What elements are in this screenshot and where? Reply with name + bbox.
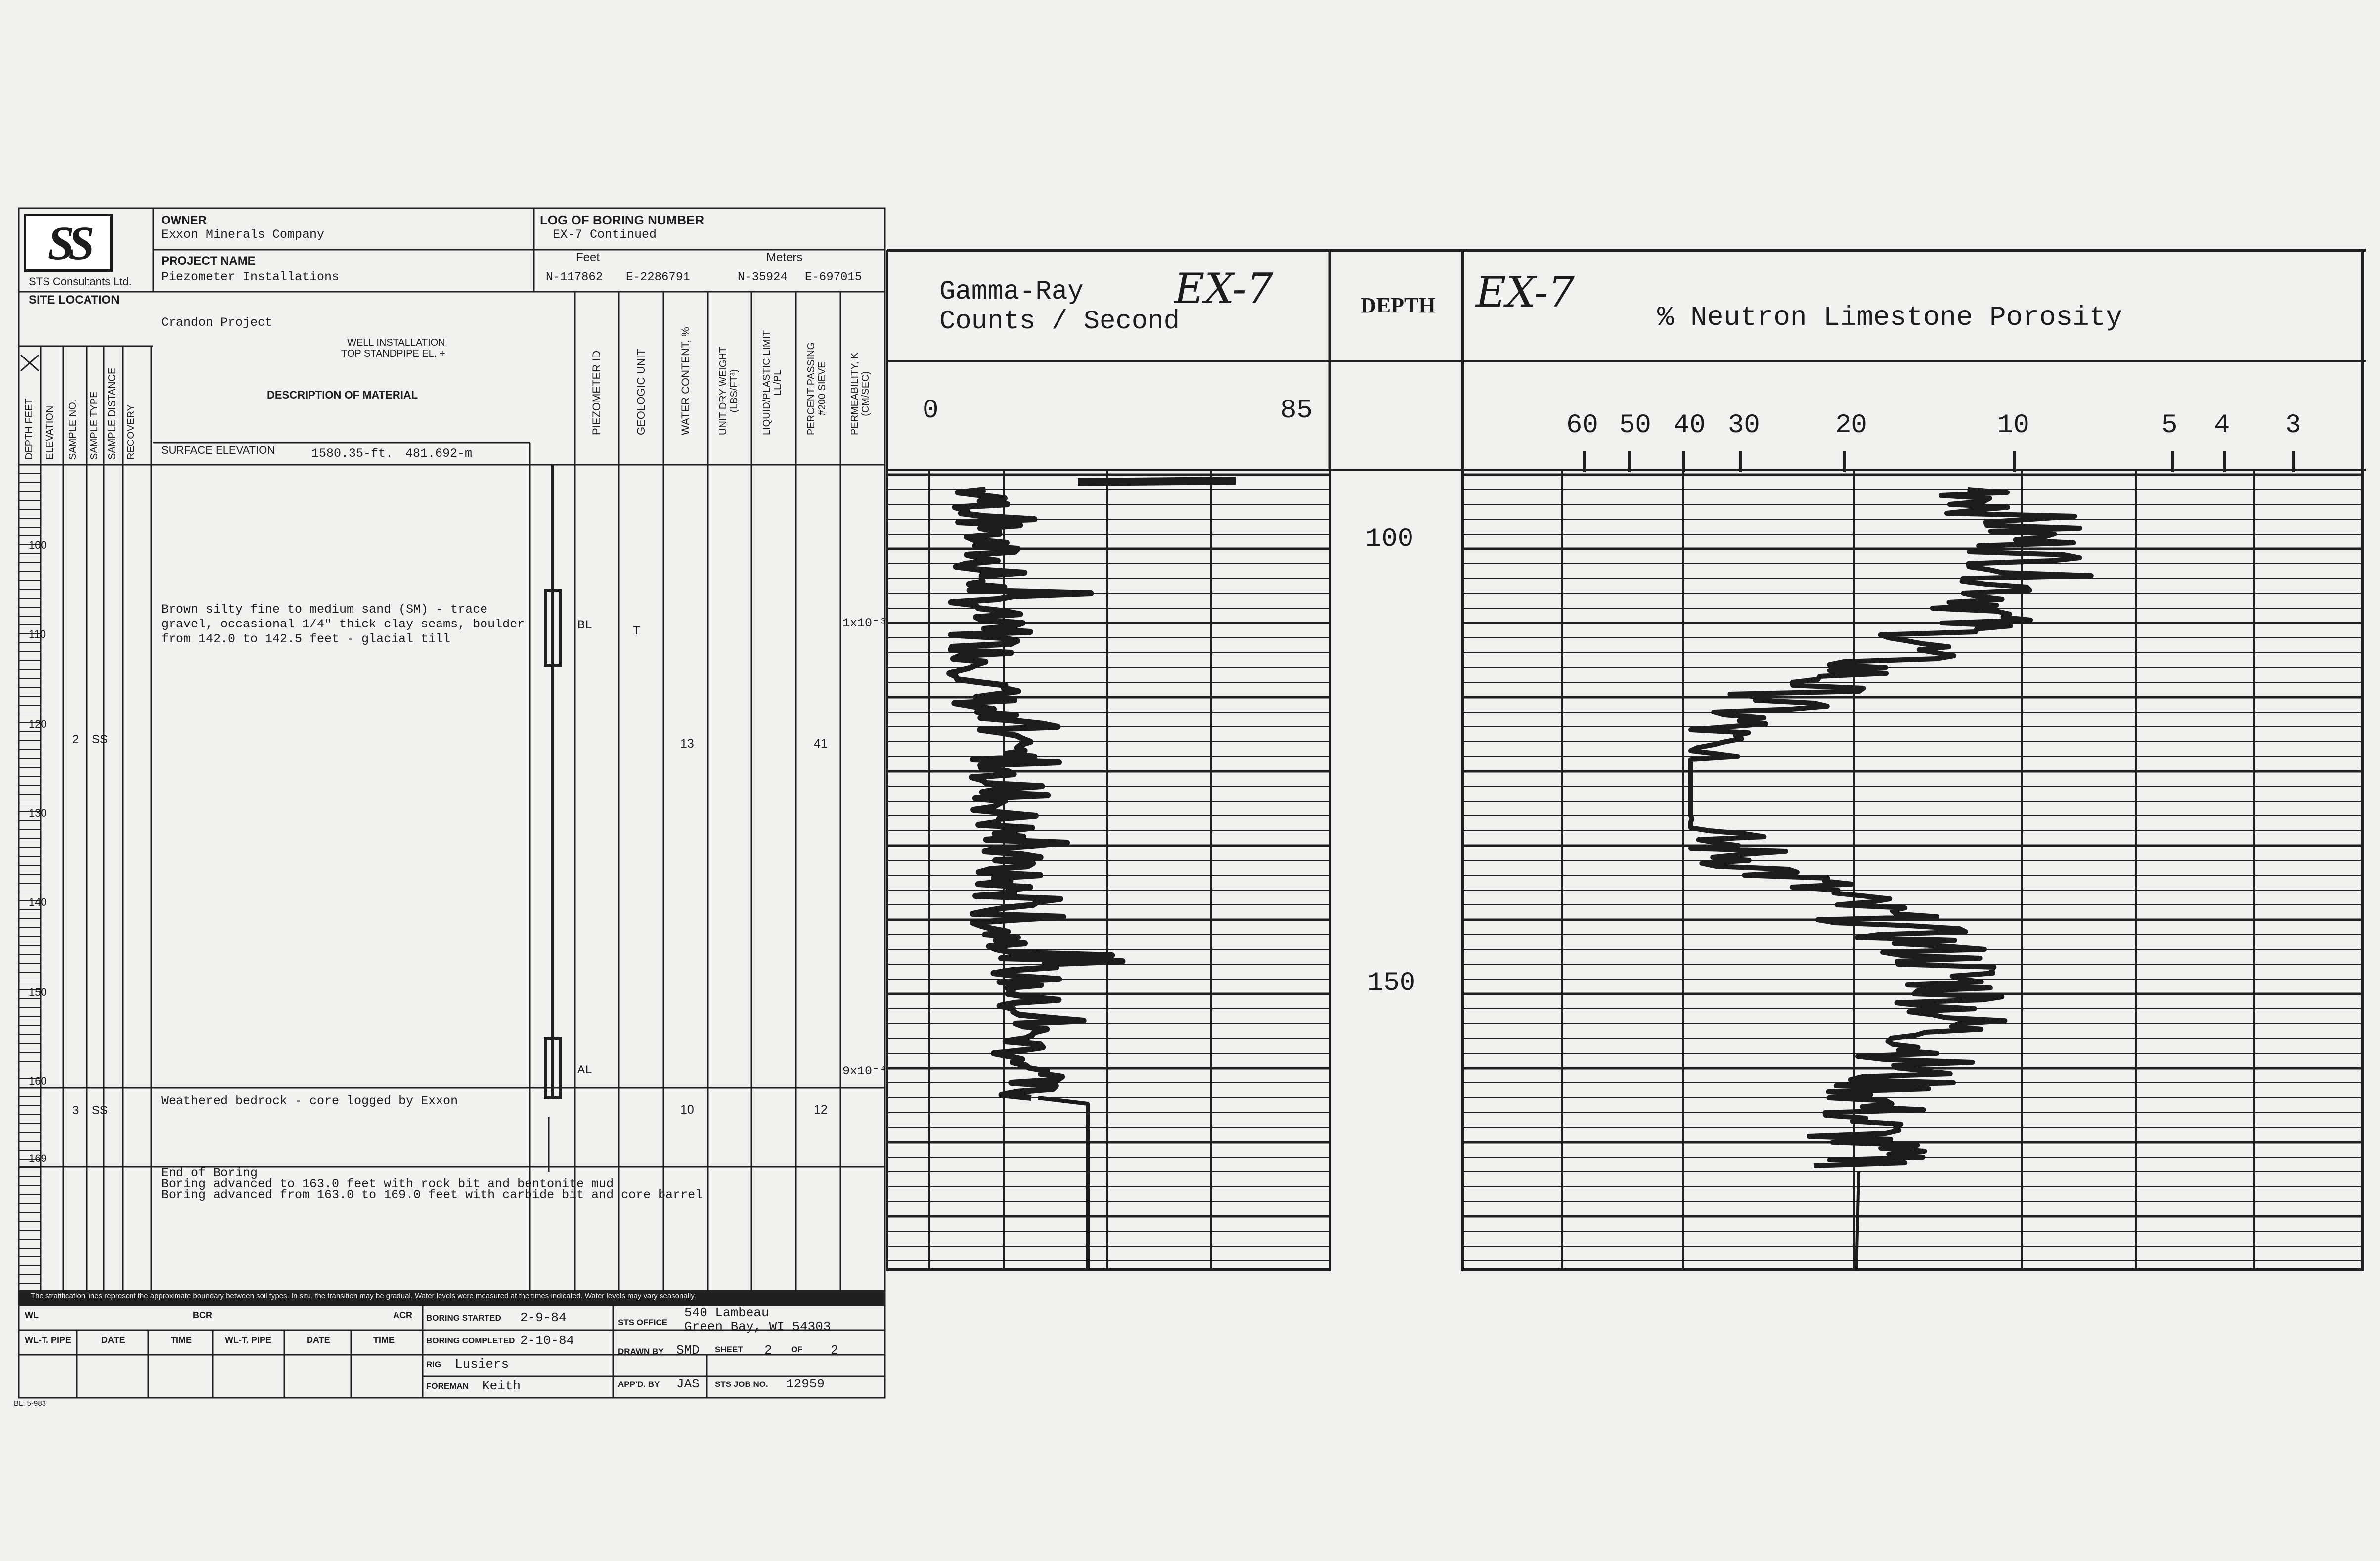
sample-3-number: 3 — [72, 1104, 79, 1117]
neutron-scale-5: 5 — [2161, 410, 2178, 441]
geologic-unit-t: T — [633, 624, 641, 638]
neutron-scale-10: 10 — [1997, 410, 2029, 441]
north-meters: N-35924 — [738, 271, 788, 284]
depth-label-160: 160 — [29, 1075, 47, 1087]
depth-label-130: 130 — [29, 807, 47, 819]
piezometer-al: AL — [577, 1063, 593, 1077]
description-end-of-boring: End of Boring Boring advanced to 163.0 feet with rock bit and bentonite mud Boring advanced from 163.0 to 169.0 feet with carbide bit and core barrel — [161, 1166, 703, 1202]
col-sample-distance: SAMPLE DISTANCE — [107, 367, 118, 460]
boring-started-value: 2-9-84 — [520, 1310, 567, 1325]
piezometer-bl: BL — [577, 618, 593, 632]
appd-by-value: JAS — [676, 1377, 700, 1391]
col-geologic-unit: GEOLOGIC UNIT — [635, 349, 647, 435]
sample-2-number: 2 — [72, 733, 79, 746]
col-permeability: PERMEABILITY, K (CM/SEC) — [849, 352, 871, 435]
wl-pipe-label-2: WL-T. PIPE — [225, 1335, 271, 1345]
gamma-title-1: Gamma-Ray — [939, 277, 1084, 307]
job-no-value: 12959 — [786, 1377, 825, 1391]
sample-2-percent-passing: 41 — [814, 737, 828, 751]
neutron-porosity-curve-line — [1691, 490, 2091, 1166]
neutron-scale-60: 60 — [1566, 410, 1598, 441]
neutron-title: % Neutron Limestone Porosity — [1657, 302, 2122, 333]
sts-office-label: STS OFFICE — [618, 1318, 668, 1327]
col-elevation: ELEVATION — [44, 405, 55, 460]
foreman-value: Keith — [482, 1379, 521, 1393]
east-meters: E-697015 — [805, 271, 862, 284]
col-sample-no: SAMPLE NO. — [67, 399, 78, 460]
sheet-of-label: OF — [791, 1345, 803, 1354]
neutron-scale-3: 3 — [2285, 410, 2301, 441]
depth-track-title: DEPTH — [1361, 293, 1436, 317]
site-location-value: Crandon Project — [161, 315, 273, 330]
north-feet: N-117862 — [546, 271, 603, 284]
depth-mark-150: 150 — [1367, 968, 1416, 998]
foreman-label: FOREMAN — [426, 1382, 469, 1391]
acr-label: ACR — [393, 1310, 412, 1320]
wl-pipe-label-1: WL-T. PIPE — [25, 1335, 71, 1345]
sts-logo-mark: SS — [47, 216, 89, 269]
form-number: BL: 5-983 — [14, 1399, 46, 1408]
gamma-scale-max: 85 — [1280, 396, 1313, 426]
col-liquid-plastic-limit: LIQUID/PLASTIC LIMIT LL/PL — [761, 330, 783, 435]
col-percent-passing: PERCENT PASSING #200 SIEVE — [806, 342, 828, 435]
owner-label: OWNER — [161, 214, 207, 227]
gamma-ray-curve-tail — [1038, 1098, 1088, 1271]
sample-3-type: SS — [92, 1104, 108, 1117]
company-name: STS Consultants Ltd. — [29, 275, 132, 288]
owner-value: Exxon Minerals Company — [161, 227, 325, 242]
gamma-grid — [887, 470, 1330, 1271]
sample-3-water-content: 10 — [680, 1103, 694, 1116]
sheet-label: SHEET — [715, 1345, 743, 1354]
col-sample-type: SAMPLE TYPE — [89, 391, 100, 460]
neutron-scale-20: 20 — [1835, 410, 1867, 441]
col-depth-feet: DEPTH FEET — [24, 398, 35, 460]
surface-elevation-label: SURFACE ELEVATION — [161, 444, 275, 456]
sample-3-percent-passing: 12 — [814, 1103, 828, 1116]
time-label-1: TIME — [171, 1335, 192, 1345]
neutron-scale-40: 40 — [1674, 410, 1706, 441]
neutron-scale-50: 50 — [1619, 410, 1651, 441]
depth-mark-100: 100 — [1366, 524, 1414, 554]
surface-elevation-feet: 1580.35-ft. — [311, 446, 394, 461]
appd-by-label: APP'D. BY — [618, 1380, 660, 1389]
sample-2-type: SS — [92, 733, 108, 746]
col-recovery: RECOVERY — [126, 404, 136, 460]
depth-label-169: 169 — [29, 1152, 47, 1164]
drawn-by-value: SMD — [676, 1343, 700, 1358]
depth-label-110: 110 — [29, 628, 46, 640]
log-number-value: EX-7 Continued — [553, 227, 657, 242]
sample-2-water-content: 13 — [680, 737, 694, 751]
depth-label-120: 120 — [29, 718, 47, 730]
neutron-porosity-curve — [1691, 490, 2091, 1271]
meters-label: Meters — [766, 251, 803, 264]
gamma-title-2: Counts / Second — [939, 307, 1180, 337]
project-value: Piezometer Installations — [161, 270, 340, 284]
gamma-handwritten-well: EX-7 — [1174, 265, 1273, 313]
boring-completed-label: BORING COMPLETED — [426, 1336, 515, 1345]
boring-started-label: BORING STARTED — [426, 1313, 501, 1323]
depth-label-100: 100 — [29, 539, 47, 551]
neutron-scale-4: 4 — [2214, 410, 2230, 441]
col-water-content: WATER CONTENT, % — [679, 327, 692, 435]
bcr-label: BCR — [193, 1310, 212, 1320]
surface-elevation-meters: 481.692-m — [405, 446, 473, 461]
depth-label-140: 140 — [29, 896, 47, 908]
gamma-scale-min: 0 — [923, 396, 939, 426]
permeability-1: 1x10⁻³ — [842, 616, 887, 630]
col-piezometer-id: PIEZOMETER ID — [590, 350, 603, 435]
date-label-2: DATE — [307, 1335, 330, 1345]
sheet-value: 2 — [764, 1343, 772, 1358]
job-no-label: STS JOB NO. — [715, 1380, 768, 1389]
rig-label: RIG — [426, 1360, 441, 1369]
east-feet: E-2286791 — [626, 271, 690, 284]
gamma-ray-curve-top — [1078, 481, 1236, 482]
sheet-of-value: 2 — [831, 1343, 838, 1358]
time-label-2: TIME — [373, 1335, 395, 1345]
gamma-ray-curve-line — [949, 490, 1122, 1098]
rig-value: Lusiers — [455, 1357, 509, 1372]
date-label-1: DATE — [101, 1335, 125, 1345]
permeability-2: 9x10⁻⁴ — [842, 1064, 887, 1078]
project-label: PROJECT NAME — [161, 254, 256, 268]
stratification-footnote: The stratification lines represent the approximate boundary between soil types. In situ, the transition may be gradual. Water levels were measured at the times indicated. Water levels may vary seasonally. — [31, 1292, 696, 1300]
log-number-label: LOG OF BORING NUMBER — [540, 213, 705, 227]
neutron-handwritten-well: EX-7 — [1476, 268, 1575, 316]
well-installation-label: WELL INSTALLATION TOP STANDPIPE EL. + — [341, 337, 445, 359]
sts-office-line1: 540 Lambeau — [684, 1305, 769, 1320]
col-unit-dry-weight: UNIT DRY WEIGHT (LBS/FT³) — [718, 347, 740, 435]
neutron-scale-30: 30 — [1728, 410, 1760, 441]
description-weathered-bedrock: Weathered bedrock - core logged by Exxon — [161, 1094, 458, 1108]
site-location-label: SITE LOCATION — [29, 293, 120, 307]
sts-office-line2: Green Bay, WI 54303 — [684, 1319, 831, 1334]
drawn-by-label: DRAWN BY — [618, 1347, 664, 1356]
boring-completed-value: 2-10-84 — [520, 1333, 574, 1348]
feet-label: Feet — [576, 251, 600, 264]
depth-label-150: 150 — [29, 986, 47, 998]
description-header: DESCRIPTION OF MATERIAL — [267, 389, 418, 401]
description-glacial-till: Brown silty fine to medium sand (SM) - trace gravel, occasional 1/4" thick clay seams, boulder from 142.0 to 142.5 feet - glacial till — [161, 602, 525, 646]
wl-label: WL — [25, 1310, 39, 1320]
